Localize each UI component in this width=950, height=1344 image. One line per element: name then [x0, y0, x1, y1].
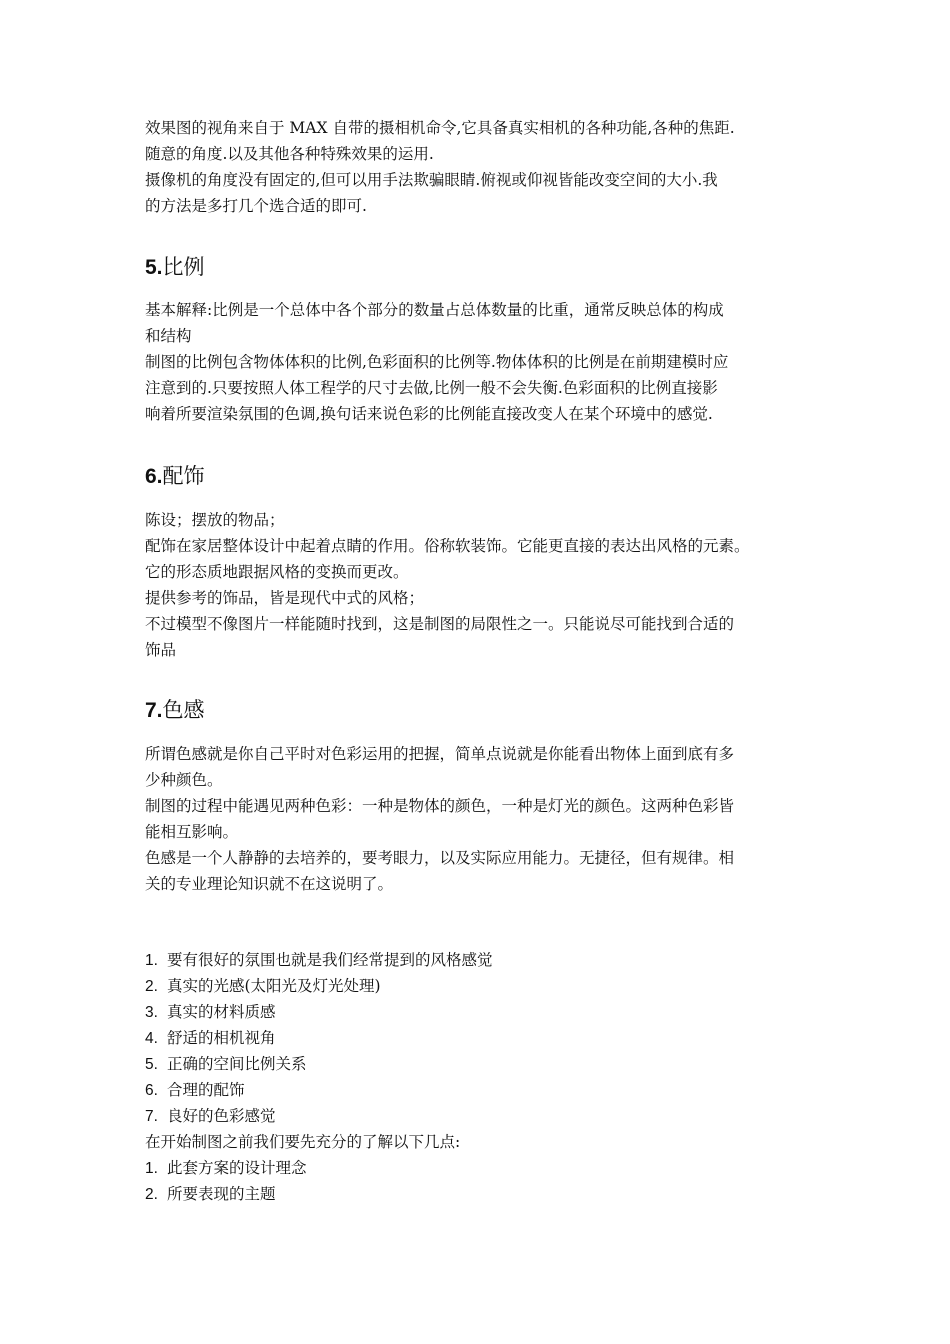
- section-7-line-4: 能相互影响。: [145, 823, 239, 841]
- section-7-line-6: 关的专业理论知识就不在这说明了。: [145, 875, 394, 893]
- section-6-number: 6.: [145, 465, 163, 488]
- list-item-text: 真实的材料质感: [167, 1003, 276, 1021]
- section-7-number: 7.: [145, 699, 163, 722]
- section-6-line-2: 配饰在家居整体设计中起着点睛的作用。俗称软装饰。它能更直接的表达出风格的元素。: [145, 537, 750, 555]
- section-5-line-1: 基本解释:比例是一个总体中各个部分的数量占总体数量的比重，通常反映总体的构成: [145, 301, 724, 319]
- section-6-line-3: 它的形态质地跟据风格的变换而更改。: [145, 563, 409, 581]
- list-item-text: 要有很好的氛围也就是我们经常提到的风格感觉: [167, 951, 493, 969]
- section-5-line-2: 和结构: [145, 327, 192, 345]
- section-6-line-1: 陈设；摆放的物品；: [145, 511, 285, 529]
- section-5-heading: [145, 254, 205, 281]
- section-7-line-5: 色感是一个人静静的去培养的，要考眼力，以及实际应用能力。无捷径，但有规律。相: [145, 849, 735, 867]
- intro-line-2: 随意的角度.以及其他各种特殊效果的运用.: [145, 145, 434, 163]
- list-item-number: 3.: [145, 1004, 158, 1021]
- list-item-number: 1.: [145, 952, 158, 969]
- list-item-number: 2.: [145, 978, 158, 995]
- section-5-line-4: 注意到的.只要按照人体工程学的尺寸去做,比例一般不会失衡.色彩面积的比例直接影: [145, 379, 718, 397]
- section-6-line-5: 不过模型不像图片一样能随时找到，这是制图的局限性之一。只能说尽可能找到合适的: [145, 615, 735, 633]
- list-item-text: 所要表现的主题: [167, 1185, 276, 1203]
- list-item-text: 舒适的相机视角: [167, 1029, 276, 1047]
- intro-line-1: 效果图的视角来自于 MAX 自带的摄相机命令,它具备真实相机的各种功能,各种的焦距.: [145, 119, 735, 137]
- section-5-title: 比例: [162, 255, 205, 279]
- list-item-text: 正确的空间比例关系: [167, 1055, 307, 1073]
- list-item-text: 真实的光感(太阳光及灯光处理): [167, 977, 381, 995]
- section-6-line-6: 饰品: [145, 641, 177, 659]
- list-item: [145, 1103, 276, 1130]
- section-6-title: 配饰: [162, 464, 205, 488]
- list-item-number: 7.: [145, 1108, 158, 1125]
- list-item: [145, 1181, 276, 1208]
- section-7-line-2: 少种颜色。: [145, 771, 223, 789]
- section-6-heading: [145, 463, 205, 490]
- list-item-number: 1.: [145, 1160, 158, 1177]
- list-item-number: 6.: [145, 1082, 158, 1099]
- before-intro-text: 在开始制图之前我们要先充分的了解以下几点:: [145, 1133, 461, 1151]
- list-item-number: 5.: [145, 1056, 158, 1073]
- list-item-text: 此套方案的设计理念: [167, 1159, 307, 1177]
- list-item: [145, 1155, 307, 1182]
- list-item: [145, 1051, 307, 1078]
- list-item-text: 良好的色彩感觉: [167, 1107, 276, 1125]
- section-7-title: 色感: [162, 698, 205, 722]
- section-5-line-3: 制图的比例包含物体体积的比例,色彩面积的比例等.物体体积的比例是在前期建模时应: [145, 353, 729, 371]
- section-5-number: 5.: [145, 256, 163, 279]
- section-6-line-4: 提供参考的饰品，皆是现代中式的风格；: [145, 589, 425, 607]
- list-item-number: 2.: [145, 1186, 158, 1203]
- list-item: [145, 947, 493, 974]
- section-7-line-1: 所谓色感就是你自己平时对色彩运用的把握，简单点说就是你能看出物体上面到底有多: [145, 745, 735, 763]
- intro-line-4: 的方法是多打几个选合适的即可.: [145, 197, 367, 215]
- list-item: [145, 1077, 245, 1104]
- section-7-line-3: 制图的过程中能遇见两种色彩：一种是物体的颜色，一种是灯光的颜色。这两种色彩皆: [145, 797, 735, 815]
- section-7-heading: [145, 697, 205, 724]
- list-item: [145, 1025, 276, 1052]
- intro-line-3: 摄像机的角度没有固定的,但可以用手法欺骗眼睛.俯视或仰视皆能改变空间的大小.我: [145, 171, 718, 189]
- list-item-text: 合理的配饰: [167, 1081, 245, 1099]
- section-5-line-5: 响着所要渲染氛围的色调,换句话来说色彩的比例能直接改变人在某个环境中的感觉.: [145, 405, 713, 423]
- list-item: [145, 973, 381, 1000]
- list-item-number: 4.: [145, 1030, 158, 1047]
- list-item: [145, 999, 276, 1026]
